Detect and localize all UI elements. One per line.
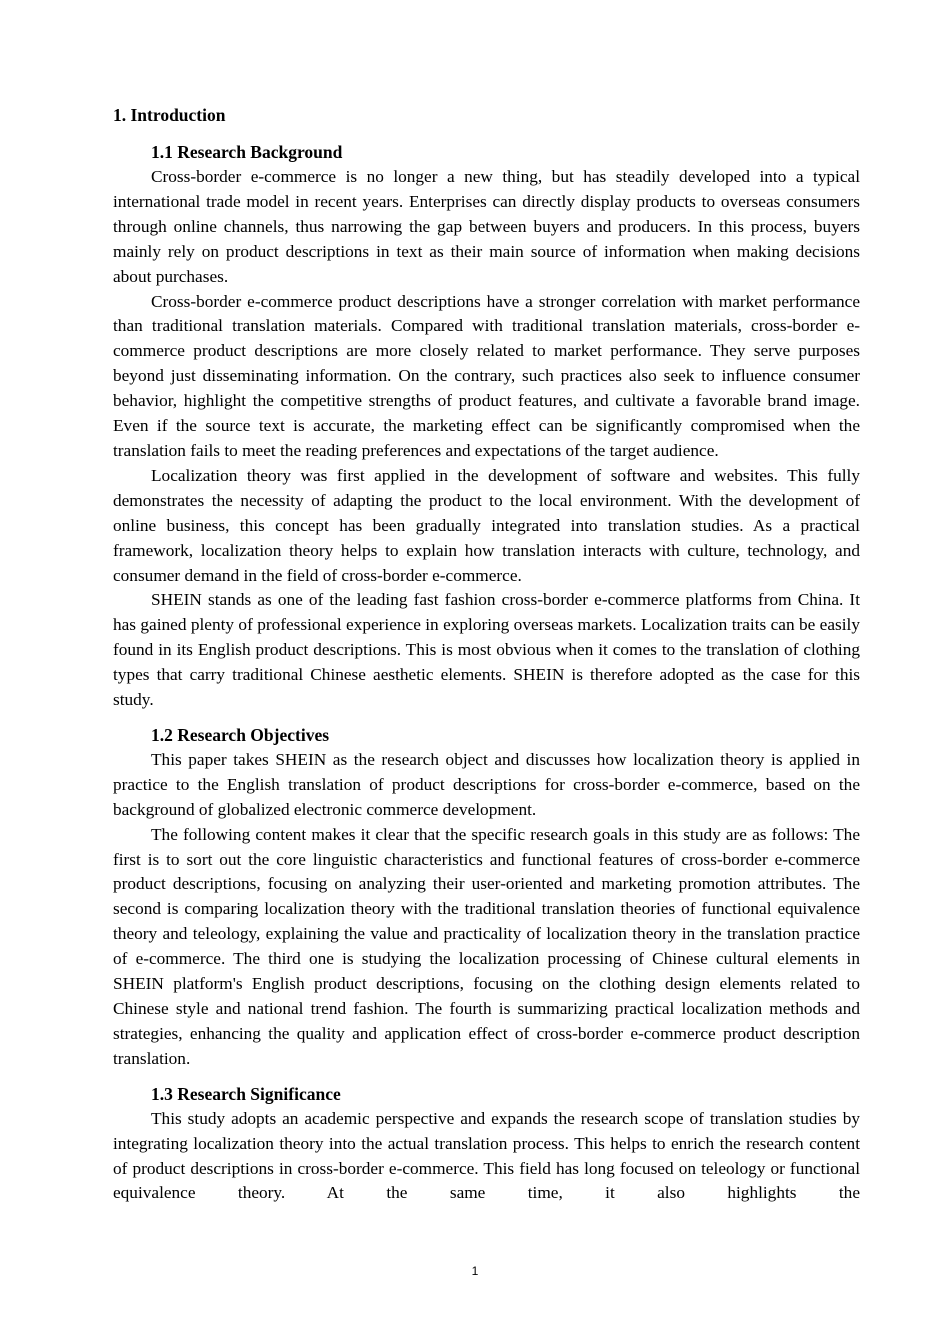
chapter-title: 1. Introduction bbox=[113, 105, 226, 125]
section-heading: 1.1 Research Background bbox=[151, 142, 343, 162]
section-research-background bbox=[113, 140, 860, 713]
page-number: 1 bbox=[471, 1264, 479, 1278]
paragraph: This paper takes SHEIN as the research object and discusses how localization theory is applied in practice to the English translation of product descriptions for cross-border e-commerce, based on the background of globalized electronic commerce development. bbox=[113, 749, 860, 819]
paragraph: Cross-border e-commerce product descriptions have a stronger correlation with market performance than traditional translation materials. Compared with traditional translation materials, cross-border e-commerce product descriptions are more closely related to market performance. They serve purposes beyond just disseminating information. On the contrary, such practices also seek to influence consumer behavior, highlight the competitive strengths of product features, and cultivate a favorable brand image. Even if the source text is accurate, the marketing effect can be significantly compromised when the translation fails to meet the reading preferences and expectations of the target audience. bbox=[113, 291, 860, 460]
paragraph: Localization theory was first applied in the development of software and websites. This fully demonstrates the necessity of adapting the product to the local environment. With the development of online business, this concept has been gradually integrated into translation studies. As a practical framework, localization theory helps to explain how translation interacts with culture, technology, and consumer demand in the field of cross-border e-commerce. bbox=[113, 465, 860, 585]
document-page bbox=[113, 103, 860, 1216]
paragraph: This study adopts an academic perspective and expands the research scope of translation studies by integrating localization theory into the actual translation process. This helps to enrich the research content of product descriptions in cross-border e-commerce. This field has long focused on teleology or functional equivalence theory. At the same time, it also highlights the bbox=[113, 1108, 860, 1203]
paragraph: The following content makes it clear that the specific research goals in this study are as follows: The first is to sort out the core linguistic characteristics and functional features of cross-border e-commerce product descriptions, focusing on analyzing their user-oriented and marketing promotion attributes. The second is comparing localization theory with the traditional translation theories of functional equivalence theory and teleology, explaining the value and practicality of localization theory in the translation practice of e-commerce. The third one is studying the localization processing of Chinese cultural elements in SHEIN platform's English product descriptions, focusing on the clothing design elements related to Chinese style and national trend fashion. The fourth is summarizing practical localization methods and strategies, enhancing the quality and application effect of cross-border e-commerce product description translation. bbox=[113, 824, 860, 1068]
paragraph: Cross-border e-commerce is no longer a new thing, but has steadily developed into a typical international trade model in recent years. Enterprises can directly display products to overseas consumers through online channels, thus narrowing the gap between buyers and producers. In this process, buyers mainly rely on product descriptions in text as their main source of information when making decisions about purchases. bbox=[113, 167, 860, 286]
section-heading: 1.3 Research Significance bbox=[151, 1083, 341, 1104]
section-heading: 1.2 Research Objectives bbox=[151, 724, 330, 745]
section-research-objectives bbox=[113, 723, 860, 1072]
paragraph: SHEIN stands as one of the leading fast fashion cross-border e-commerce platforms from China. It has gained plenty of professional experience in exploring overseas markets. Localization traits can be easily found in its English product descriptions. This is most obvious when it comes to the translation of clothing types that carry traditional Chinese aesthetic elements. SHEIN is therefore adopted as the case for this study. bbox=[113, 590, 860, 710]
section-research-significance bbox=[113, 1082, 860, 1207]
